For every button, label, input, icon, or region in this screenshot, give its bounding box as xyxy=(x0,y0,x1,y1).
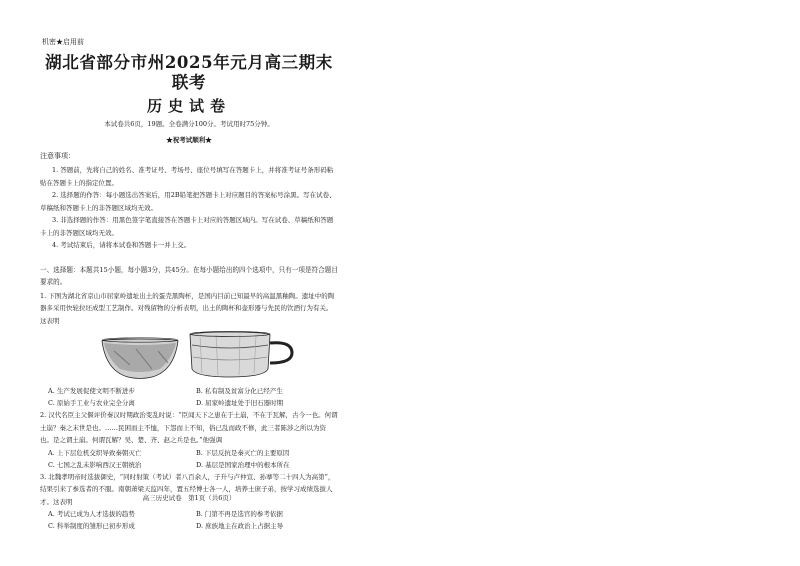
note-item: 3. 非选择题的作答：用黑色签字笔直接答在答题卡上对应的答题区域内。写在试卷、草稿纸和答题卡上的非答题区域均无效。 xyxy=(40,216,334,237)
option-d: D. 基层是国家治理中的根本所在 xyxy=(196,460,290,469)
option-d: D. 庶族地主在政治上占据主导 xyxy=(196,522,284,530)
option-b: B. 私有制及贫富分化已经产生 xyxy=(196,387,283,395)
secret-label: 机密★启用前 xyxy=(42,38,84,46)
option-b: B. 下层反抗是秦灭亡的主要原因 xyxy=(196,448,290,457)
exam-title: 湖北省部分市州2025年元月高三期末联考 xyxy=(45,53,333,92)
exam-column xyxy=(40,38,338,532)
question-options xyxy=(48,508,338,532)
pottery-illustration xyxy=(40,329,338,383)
question-options xyxy=(48,385,338,409)
option-a: A. 上下层危机交织导致秦朝灭亡 xyxy=(48,448,142,457)
subject-title: 历史试卷 xyxy=(146,97,231,115)
question-stem: 2. 汉代名臣主父偃评价秦汉时期政治变乱时说：“臣闻天下之患在于土崩，不在于瓦解，古今一也。何谓土崩？秦之末世是也。……民困而主不恤，下怨而上不知，俗已乱而政不修，此三者陈涉之所以为资也。是之谓土崩。何谓瓦解？吴、楚、齐、赵之兵是也。”他强调 xyxy=(40,411,338,444)
pottery-cup-image xyxy=(190,332,292,378)
section-heading: 一、选择题：本题共15小题，每小题3分，共45分。在每小题给出的四个选项中，只有一项是符合题目要求的。 xyxy=(40,265,338,286)
black-pottery-bowl-image xyxy=(102,338,178,379)
question-stem: 3. 北魏孝明帝时选拔御史，“同时射策（考试）者八百余人，子升与卢仲宣、孙搴等二十四人为高第”，结果引来了参选者的不服。南朝萧梁天监四年，置五经博士各一人，培养士庶子弟，按学习成绩选拔人才。这表明 xyxy=(40,472,335,506)
note-item: 2. 选择题的作答：每小题选出答案后，用2B铅笔把答题卡上对应题目的答案标号涂黑。写在试卷、草稿纸和答题卡上的非答题区域均无效。 xyxy=(40,191,336,212)
page-footer: 高三历史试卷 第1页（共6页） xyxy=(142,494,236,502)
note-item: 1. 答题前，先将自己的姓名、准考证号、考场号、座位号填写在答题卡上，并将准考证号条形码粘贴在答题卡上的指定位置。 xyxy=(40,166,334,187)
exam-meta: 本试卷共6页，19题。全卷满分100分。考试用时75分钟。 xyxy=(104,120,274,128)
pottery-figures xyxy=(40,329,338,383)
option-a: A. 考试已成为人才选拔的趋势 xyxy=(48,510,135,518)
option-a: A. 生产发展促使文明不断进步 xyxy=(48,387,135,395)
question-options xyxy=(48,447,338,471)
option-b: B. 门第不再是选官的参考依据 xyxy=(196,510,283,518)
option-d: D. 屈家岭遗址处于旧石器时期 xyxy=(196,399,284,407)
notes-heading: 注意事项： xyxy=(40,152,75,160)
option-c: C. 科举制度的雏形已初步形成 xyxy=(48,522,135,530)
question-stem: 1. 下图为湖北省京山市屈家岭遗址出土的蛋壳黑陶杯，是国内目前已知最早的高温黑釉陶。遗址中的陶器多采用快轮拉坯成型工艺制作。对残留物的分析表明，出土的陶杯和壶形器与先民的饮酒行为有关。这表明 xyxy=(40,291,335,325)
good-luck: ★祝考试顺利★ xyxy=(166,136,212,144)
note-item: 4. 考试结束后，请将本试卷和答题卡一并上交。 xyxy=(52,241,191,249)
option-c: C. 七国之乱未影响西汉王朝统治 xyxy=(48,460,142,469)
option-c: C. 原始手工业与农业完全分离 xyxy=(48,399,135,407)
